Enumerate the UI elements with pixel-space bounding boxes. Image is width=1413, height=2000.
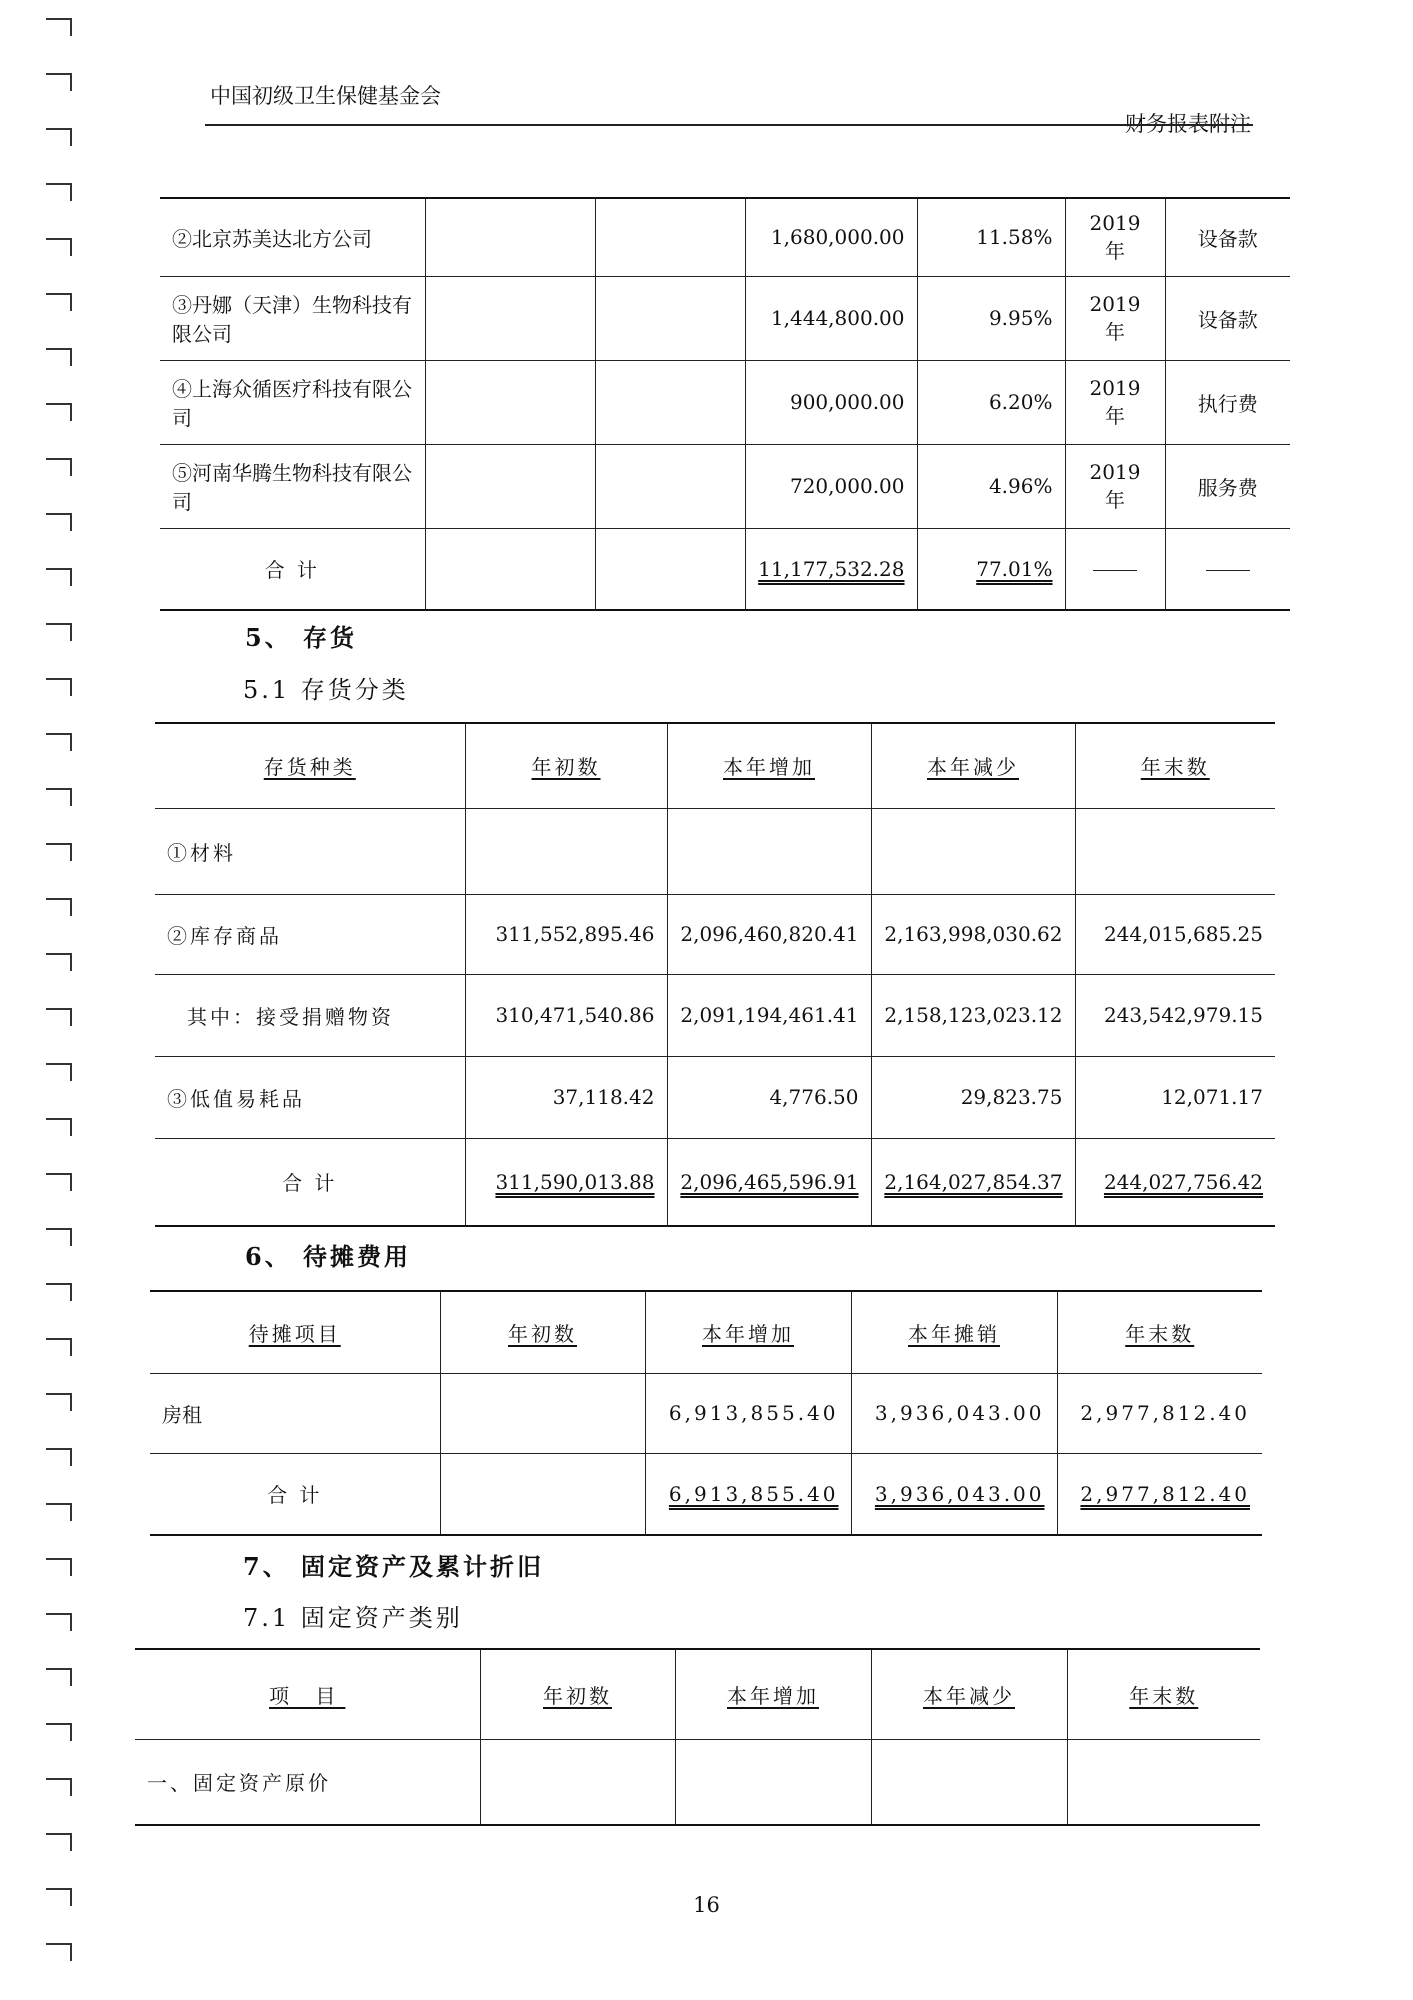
section-subtitle: 7.1 固定资产类别 — [243, 1604, 463, 1632]
total-row: 合 计 11,177,532.28 77.01% — [160, 528, 1290, 610]
section-title: 5、 存货 — [245, 623, 358, 652]
table-row: 房租 6,913,855.40 3,936,043.00 2,977,812.40 — [150, 1373, 1262, 1453]
table-row: ③低值易耗品 37,118.42 4,776.50 29,823.75 12,071.17 — [155, 1056, 1275, 1138]
table-header-row: 项 目 年初数 本年增加 本年减少 年末数 — [135, 1649, 1260, 1739]
table-row: 其中：接受捐赠物资 310,471,540.86 2,091,194,461.41 2,158,123,023.12 243,542,979.15 — [155, 974, 1275, 1056]
total-row: 合 计 6,913,855.40 3,936,043.00 2,977,812.40 — [150, 1453, 1262, 1535]
table-header-row: 待摊项目 年初数 本年增加 本年摊销 年末数 — [150, 1291, 1262, 1373]
table-row: ④上海众循医疗科技有限公司 900,000.00 6.20% 2019 年 执行费 — [160, 360, 1290, 444]
total-row: 合 计 311,590,013.88 2,096,465,596.91 2,164,027,854.37 244,027,756.42 — [155, 1138, 1275, 1226]
doc-type: 财务报表附注 — [1125, 112, 1251, 136]
table-row: 一、固定资产原价 — [135, 1739, 1260, 1825]
section-subtitle: 5.1 存货分类 — [243, 676, 409, 704]
prepaid-table — [150, 1290, 1262, 1536]
inventory-table — [155, 722, 1275, 1227]
payables-table — [160, 197, 1290, 611]
table-row: ③丹娜（天津）生物科技有限公司 1,444,800.00 9.95% 2019 年 设备款 — [160, 276, 1290, 360]
binder-marks — [40, 0, 80, 2000]
section-title: 6、 待摊费用 — [245, 1242, 412, 1271]
org-name: 中国初级卫生保健基金会 — [210, 84, 441, 108]
dash-mark — [1093, 570, 1137, 571]
fixed-assets-table — [135, 1648, 1260, 1826]
section-title: 7、 固定资产及累计折旧 — [243, 1552, 545, 1581]
table-row: ②北京苏美达北方公司 1,680,000.00 11.58% 2019 年 设备款 — [160, 198, 1290, 276]
dash-mark — [1206, 570, 1250, 571]
header-rule — [205, 124, 1253, 126]
table-row: ②库存商品 311,552,895.46 2,096,460,820.41 2,163,998,030.62 244,015,685.25 — [155, 894, 1275, 974]
table-row: ①材料 — [155, 808, 1275, 894]
page-number: 16 — [693, 1893, 720, 1917]
table-row: ⑤河南华腾生物科技有限公司 720,000.00 4.96% 2019 年 服务费 — [160, 444, 1290, 528]
table-header-row: 存货种类 年初数 本年增加 本年减少 年末数 — [155, 723, 1275, 808]
